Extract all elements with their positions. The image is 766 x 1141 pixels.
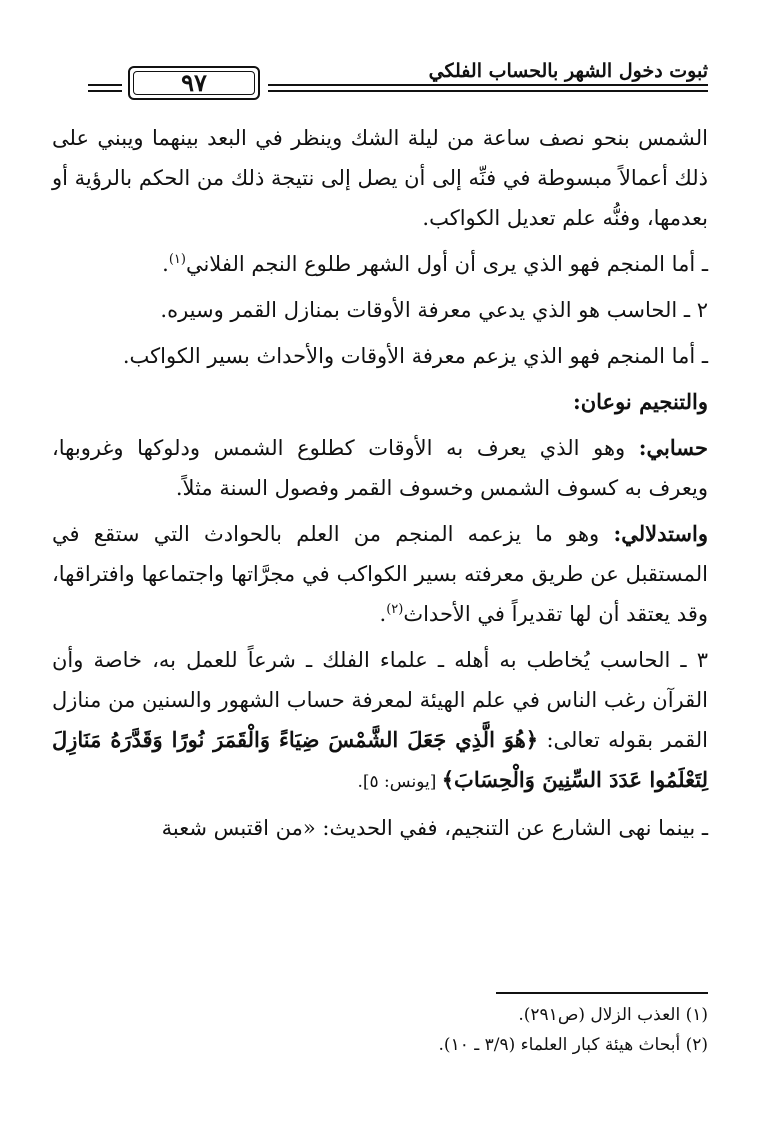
footnote-rule [496,992,708,994]
page-body [52,118,708,854]
paragraph: الشمس بنحو نصف ساعة من ليلة الشك وينظر في البعد بينهما ويبني على ذلك أعمالاً مبسوطة في فنِّه إلى أن يصل إلى نتيجة ذلك من الحكم بالرؤية أو بعدمها، وفنُّه علم تعديل الكواكب. [52,126,708,230]
footnote: (١) العذب الزلال (ص٢٩١). [518,1005,708,1025]
running-title: ثبوت دخول الشهر بالحساب الفلكي [428,60,708,82]
paragraph-text: ٣ ـ الحاسب يُخاطب به أهله ـ علماء الفلك ـ شرعاً للعمل به، خاصة وأن القرآن رغب الناس في علم الهيئة لمعرفة حساب الشهور والسنين من منازل القمر بقوله تعالى: [52,648,709,752]
paragraph [52,640,708,802]
header-rule [88,84,122,86]
quran-verse: ﴿هُوَ الَّذِي جَعَلَ الشَّمْسَ ضِيَاءً وَالْقَمَرَ نُورًا وَقَدَّرَهُ مَنَازِلَ لِتَعْلَمُوا عَدَدَ السِّنِينَ وَالْحِسَابَ﴾ [52,727,708,792]
paragraph [52,428,708,508]
paragraph-text: وهو الذي يعرف به الأوقات كطلوع الشمس ودلوكها وغروبها، ويعرف به كسوف الشمس وخسوف القمر وفصول السنة مثلاً. [52,436,708,500]
paragraph [52,514,708,634]
footnotes [52,992,708,1060]
page-number: ٩٧ [128,66,260,100]
section-heading: والتنجيم نوعان: [572,389,708,414]
paragraph: ـ بينما نهى الشارع عن التنجيم، ففي الحديث: «من اقتبس شعبة [161,816,708,840]
paragraph: ـ أما المنجم فهو الذي يزعم معرفة الأوقات والأحداث بسير الكواكب. [122,344,708,368]
term-label: واستدلالي: [613,521,708,546]
page-header [88,60,708,110]
header-rule [268,84,708,86]
paragraph-end: . [162,252,169,276]
paragraph-text: ـ أما المنجم فهو الذي يرى أن أول الشهر طلوع النجم الفلاني [185,252,708,276]
paragraph: ٢ ـ الحاسب هو الذي يدعي معرفة الأوقات بمنازل القمر وسيره. [160,298,708,322]
footnote-marker: (٢) [386,602,404,617]
paragraph-end: . [379,602,387,626]
header-rule [268,90,708,92]
footnote: (٢) أبحاث هيئة كبار العلماء (٣/٩ ـ ١٠). [438,1035,708,1055]
footnote-marker: (١) [168,252,186,267]
term-label: حسابي: [638,435,708,460]
paragraph [52,244,708,284]
paragraph-text: وهو ما يزعمه المنجم من العلم بالحوادث التي ستقع في المستقبل عن طريق معرفته بسير الكواكب في مجرَّاتها واجتماعها وافتراقها، وقد يعتقد أن لها تقديراً في الأحداث [52,522,708,626]
verse-reference: [يونس: ٥]. [357,772,442,792]
header-rule [88,90,122,92]
